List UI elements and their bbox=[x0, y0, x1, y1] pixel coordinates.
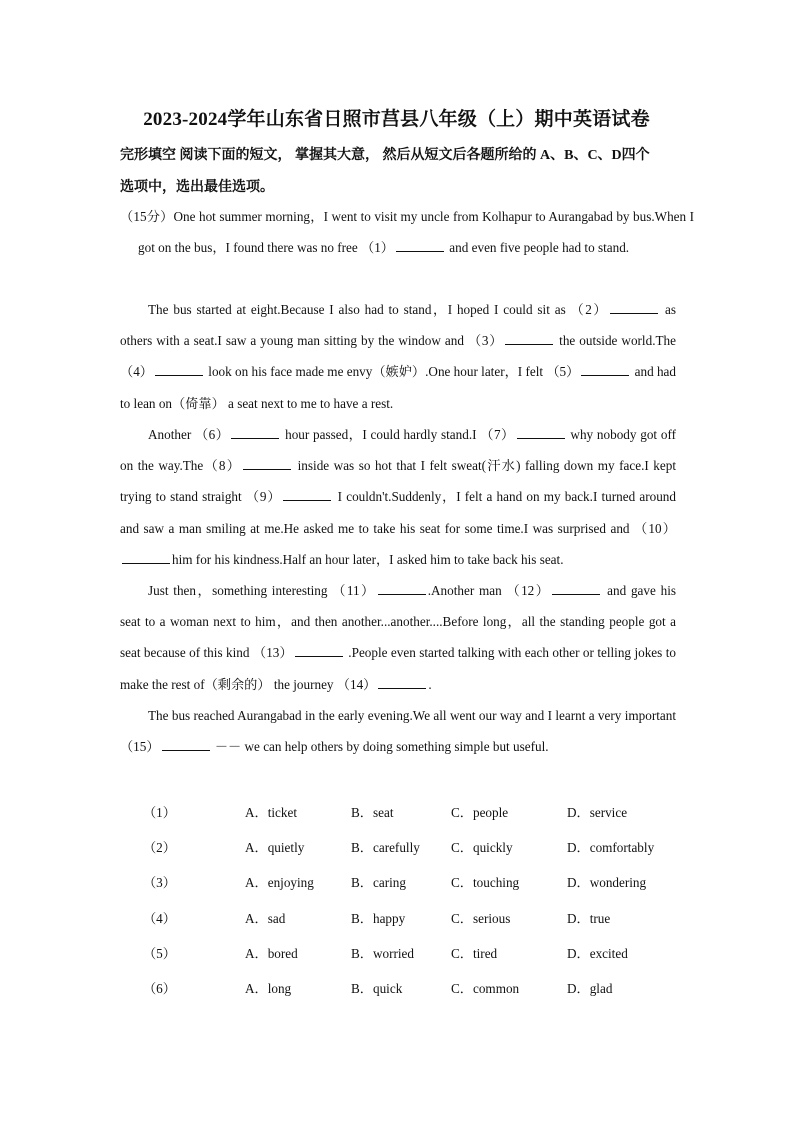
passage-text: and gave his seat to a woman next to him，and then another...another....Before long，all the standing people got a seat because of this kind （13） bbox=[120, 583, 676, 661]
option-c: C．tired bbox=[451, 945, 498, 961]
question-row bbox=[143, 864, 683, 899]
passage-text: The bus started at eight.Because I also had to stand，I hoped I could sit as （2） bbox=[148, 302, 609, 317]
blank-11 bbox=[378, 582, 426, 595]
blank-6 bbox=[231, 426, 279, 439]
passage-text: inside was so hot that I felt sweat(汗水) falling down my face.I kept trying to stand straight （9） bbox=[120, 458, 676, 505]
question-row bbox=[143, 794, 683, 829]
option-b: B．carefully bbox=[351, 840, 420, 856]
passage-text: （15分）One hot summer morning，I went to visit my uncle from Kolhapur to Aurangabad by bus.When I got on the bus，I found there was no free （1） bbox=[120, 209, 694, 256]
option-b: B．quick bbox=[351, 980, 403, 996]
passage-text: and even five people had to stand. bbox=[446, 240, 630, 256]
passage-text: .People even started talking with each other or telling jokes to make the rest of（剩余的） the journey （14） bbox=[120, 645, 676, 692]
option-b: B．happy bbox=[351, 910, 406, 926]
question-row bbox=[143, 829, 683, 864]
passage-text: the outside world.The （4） bbox=[120, 333, 676, 380]
passage-text: him for his kindness.Half an hour later，I asked him to take back his seat. bbox=[172, 551, 564, 567]
question-number: （4） bbox=[143, 910, 176, 926]
blank-4 bbox=[155, 363, 203, 376]
blank-15 bbox=[162, 738, 210, 751]
question-number: （2） bbox=[143, 840, 176, 856]
passage-paragraph-2 bbox=[120, 294, 676, 419]
blank-2 bbox=[610, 301, 658, 314]
blank-3 bbox=[505, 332, 553, 345]
passage-text: why nobody got off on the way.The（8） bbox=[120, 427, 676, 474]
option-c: C．people bbox=[451, 805, 509, 820]
passage-text: . bbox=[428, 676, 432, 692]
passage-text: as others with a seat.I saw a young man sitting by the window and （3） bbox=[120, 302, 676, 349]
question-number: （6） bbox=[143, 980, 176, 996]
blank-10 bbox=[122, 551, 170, 564]
passage-paragraph-4 bbox=[120, 575, 676, 700]
options-table bbox=[143, 794, 683, 1005]
option-a: A．ticket bbox=[245, 805, 298, 820]
blank-7 bbox=[517, 426, 565, 439]
option-d: D．wondering bbox=[567, 875, 647, 891]
blank-1 bbox=[396, 239, 444, 252]
exam-title: 2023-2024学年山东省日照市莒县八年级（上）期中英语试卷 bbox=[143, 109, 650, 130]
option-a: A．enjoying bbox=[245, 875, 314, 891]
passage-text: hour passed，I could hardly stand.I （7） bbox=[281, 427, 515, 442]
option-a: A．bored bbox=[245, 945, 298, 961]
option-a: A．quietly bbox=[245, 840, 305, 856]
blank-14 bbox=[378, 676, 426, 689]
passage-text: .Another man （12） bbox=[427, 583, 551, 598]
question-row bbox=[143, 970, 683, 1005]
question-row bbox=[143, 900, 683, 935]
blank-13 bbox=[295, 644, 343, 657]
passage-text: The bus reached Aurangabad in the early evening.We all went our way and I learnt a very important （15） bbox=[120, 708, 676, 755]
blank-9 bbox=[283, 488, 331, 501]
question-number: （1） bbox=[143, 805, 176, 820]
option-d: D．excited bbox=[567, 945, 628, 961]
blank-12 bbox=[552, 582, 600, 595]
option-d: D．comfortably bbox=[567, 840, 655, 856]
option-b: B．worried bbox=[351, 945, 414, 961]
option-c: C．quickly bbox=[451, 840, 513, 856]
option-d: D．service bbox=[567, 805, 628, 820]
question-row bbox=[143, 935, 683, 970]
passage-text: －－ we can help others by doing something simple but useful. bbox=[211, 739, 549, 755]
option-a: A．long bbox=[245, 980, 292, 996]
question-number: （3） bbox=[143, 875, 176, 891]
option-c: C．common bbox=[451, 980, 520, 996]
passage-paragraph-1 bbox=[120, 201, 694, 263]
passage-text: look on his face made me envy（嫉妒）.One hour later，I felt （5） bbox=[204, 364, 580, 380]
passage-text: Another （6） bbox=[148, 427, 230, 442]
instructions-line-2: 选项中，选出最佳选项。 bbox=[120, 180, 274, 195]
blank-8 bbox=[243, 457, 291, 470]
passage-text: I couldn't.Suddenly，I felt a hand on my back.I turned around and saw a man smiling at me.He asked me to take his seat for some time.I was surprised and （10） bbox=[120, 489, 676, 536]
option-a: A．sad bbox=[245, 910, 286, 926]
passage-paragraph-5 bbox=[120, 700, 676, 762]
question-number: （5） bbox=[143, 945, 176, 961]
option-b: B．seat bbox=[351, 805, 394, 820]
option-c: C．touching bbox=[451, 875, 520, 891]
blank-5 bbox=[581, 363, 629, 376]
option-c: C．serious bbox=[451, 910, 511, 926]
passage-text: Just then，something interesting （11） bbox=[148, 583, 376, 598]
option-b: B．caring bbox=[351, 875, 406, 891]
passage-text: and had to lean on（倚靠） a seat next to me to have a rest. bbox=[120, 364, 677, 411]
passage-paragraph-3 bbox=[120, 419, 676, 575]
instructions-line-1: 完形填空 阅读下面的短文， 掌握其大意， 然后从短文后各题所给的 A、B、C、D四个 bbox=[120, 148, 650, 163]
option-d: D．glad bbox=[567, 980, 613, 996]
option-d: D．true bbox=[567, 910, 611, 926]
